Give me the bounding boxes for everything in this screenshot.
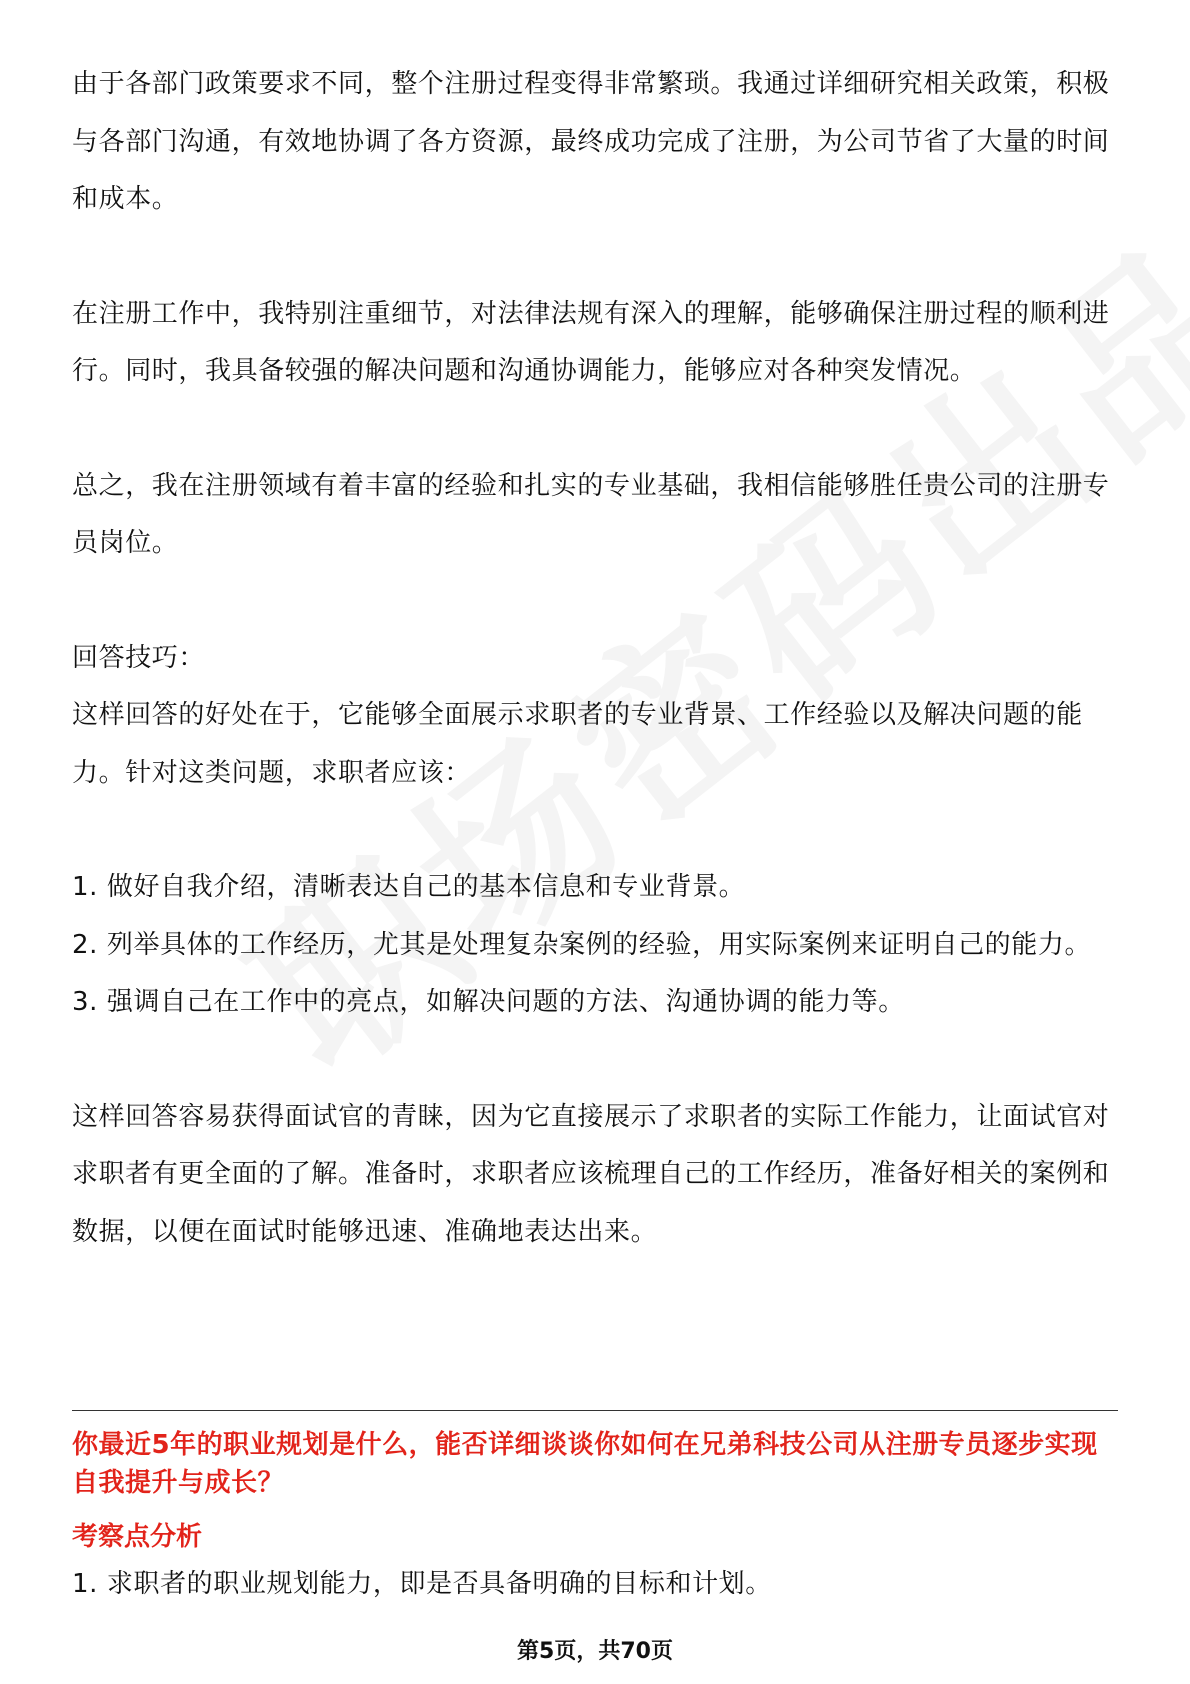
analysis-item: 1. 求职者的职业规划能力，即是否具备明确的目标和计划。 xyxy=(72,1569,772,1599)
list-item: 3. 强调自己在工作中的亮点，如解决问题的方法、沟通协调的能力等。 xyxy=(72,987,905,1017)
paragraph-gap xyxy=(72,229,1118,286)
paragraph-gap xyxy=(72,1032,1118,1089)
interview-question: 你最近5年的职业规划是什么，能否详细谈谈你如何在兄弟科技公司从注册专员逐步实现自我提升与成长？ xyxy=(72,1430,1098,1498)
tips-heading: 回答技巧： xyxy=(72,642,206,673)
list-item: 2. 列举具体的工作经历，尤其是处理复杂案例的经验，用实际案例来证明自己的能力。 xyxy=(72,929,1092,960)
page-number: 第5页，共70页 xyxy=(517,1639,673,1664)
answer-paragraph: 在注册工作中，我特别注重细节，对法律法规有深入的理解，能够确保注册过程的顺利进行。同时，我具备较强的解决问题和沟通协调能力，能够应对各种突发情况。 xyxy=(72,298,1110,386)
paragraph-gap xyxy=(72,573,1118,630)
tips-intro: 这样回答的好处在于，它能够全面展示求职者的专业背景、工作经验以及解决问题的能力。针对这类问题，求职者应该： xyxy=(72,700,1083,788)
answer-paragraph: 由于各部门政策要求不同，整个注册过程变得非常繁琐。我通过详细研究相关政策，积极与各部门沟通，有效地协调了各方资源，最终成功完成了注册，为公司节省了大量的时间和成本。 xyxy=(72,69,1110,214)
answer-paragraph: 总之，我在注册领域有着丰富的经验和扎实的专业基础，我相信能够胜任贵公司的注册专员岗位。 xyxy=(72,470,1110,558)
tips-conclusion: 这样回答容易获得面试官的青睐，因为它直接展示了求职者的实际工作能力，让面试官对求职者有更全面的了解。准备时，求职者应该梳理自己的工作经历，准备好相关的案例和数据，以便在面试时能够迅速、准确地表达出来。 xyxy=(72,1101,1110,1247)
section-divider xyxy=(72,1410,1118,1411)
paragraph-gap xyxy=(72,401,1118,458)
list-item: 1. 做好自我介绍，清晰表达自己的基本信息和专业背景。 xyxy=(72,872,746,902)
paragraph-gap xyxy=(72,802,1118,859)
main-content xyxy=(72,56,1118,1261)
tips-list xyxy=(72,859,1118,1032)
analysis-heading: 考察点分析 xyxy=(72,1522,203,1552)
